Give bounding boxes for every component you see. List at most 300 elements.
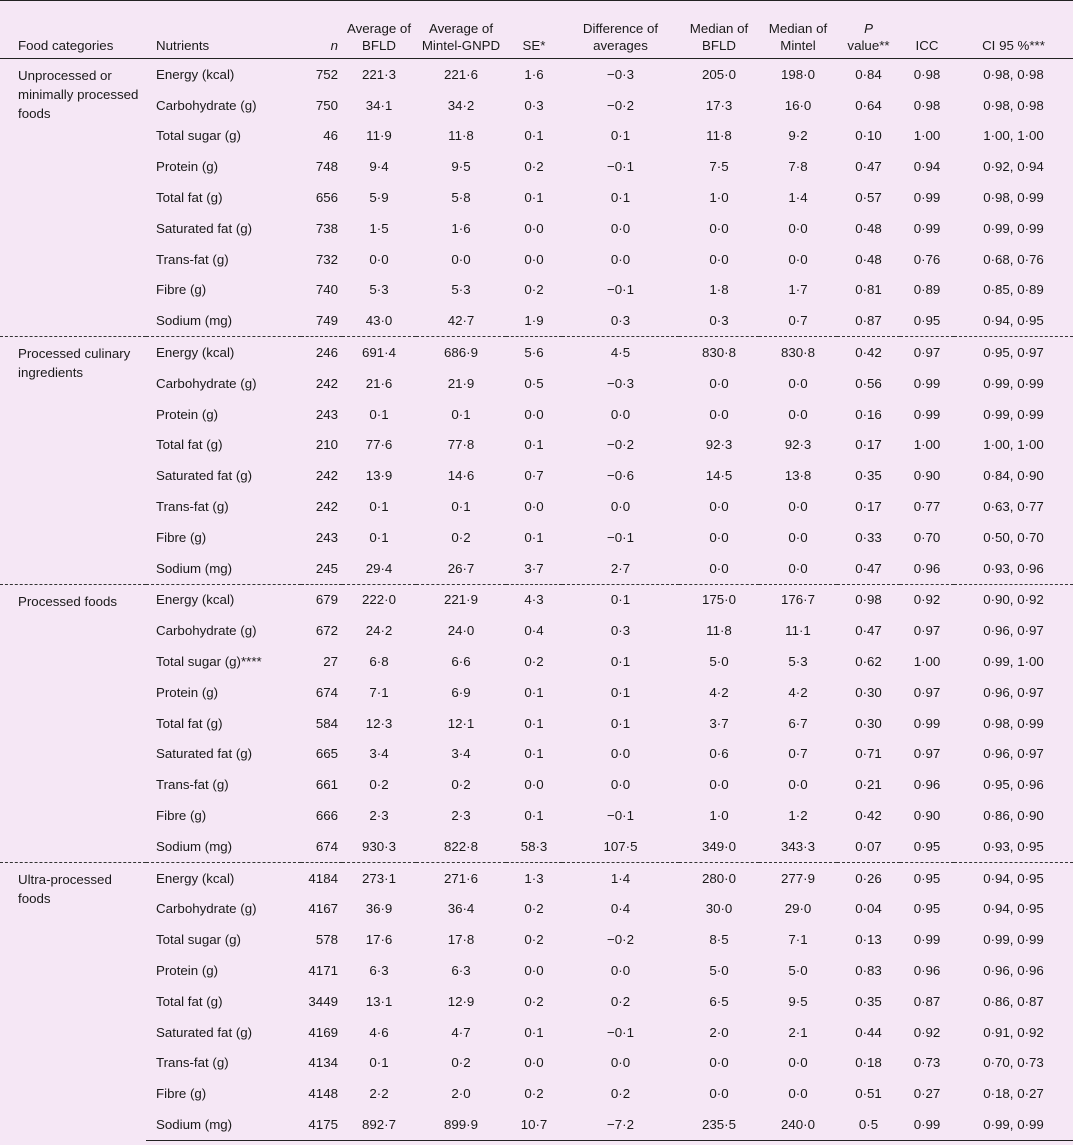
cell-p-value: 0·04: [855, 901, 882, 917]
cell-average-bfld: 3·4: [369, 746, 389, 762]
cell-nutrient: Saturated fat (g): [156, 220, 253, 236]
cell-median-mintel: 5·3: [788, 654, 808, 670]
cell-nutrient: Sodium (mg): [156, 560, 233, 576]
header-median-bfld: Median of BFLD: [679, 1, 759, 59]
cell-average-mintel: 6·3: [451, 963, 471, 978]
table-row: [0, 831, 1073, 862]
cell-nutrient: Total sugar (g): [156, 128, 241, 144]
cell-nutrient: Fibre (g): [156, 529, 207, 545]
cell-median-mintel: 198·0: [759, 59, 837, 90]
cell-icc: 0·76: [913, 251, 941, 267]
cell-icc: 0·92: [900, 584, 954, 615]
cell-median-bfld: 235·5: [679, 1109, 759, 1140]
cell-nutrient: Carbohydrate (g): [156, 97, 257, 113]
cell-difference: −0·3: [562, 59, 679, 90]
cell-average-bfld: 0·0: [369, 251, 389, 267]
cell-se: 0·0: [524, 963, 544, 978]
cell-n: 738: [315, 220, 338, 236]
cell-se: 10·7: [506, 1109, 562, 1140]
cell-average-bfld: 13·9: [365, 468, 393, 484]
cell-median-bfld: 5·0: [709, 654, 729, 670]
cell-ci: 0·50, 0·70: [983, 529, 1044, 545]
cell-average-bfld: 6·8: [369, 654, 389, 670]
cell-n: 665: [315, 746, 338, 762]
cell-average-mintel: 5·8: [451, 190, 471, 206]
cell-median-bfld: 1·8: [709, 282, 729, 298]
cell-p-value: 0·64: [855, 97, 882, 113]
cell-n: 748: [315, 159, 338, 175]
cell-average-mintel: 0·2: [451, 777, 471, 793]
cell-n: 679: [301, 584, 342, 615]
cell-average-mintel: 0·2: [451, 1055, 471, 1071]
cell-n: 674: [315, 684, 338, 700]
cell-icc: 0·99: [913, 190, 941, 206]
cell-average-bfld: 12·3: [365, 715, 393, 731]
cell-median-mintel: 830·8: [759, 337, 837, 368]
cell-ci: 0·93, 0·96: [983, 560, 1044, 576]
cell-se: 0·1: [524, 684, 544, 700]
cell-p-value: 0·47: [855, 623, 882, 639]
table-header: [0, 1, 1073, 59]
cell-median-mintel: 0·7: [788, 313, 808, 329]
cell-nutrient: Sodium (mg): [156, 313, 233, 329]
cell-average-bfld: 691·4: [342, 337, 416, 368]
cell-icc: 0·97: [913, 684, 941, 700]
cell-difference: −0·1: [607, 282, 634, 298]
cell-n: 4171: [308, 963, 338, 978]
cell-se: 1·9: [524, 313, 544, 329]
cell-difference: 0·2: [610, 1086, 631, 1102]
cell-n: 4169: [308, 1024, 338, 1040]
cell-icc: 0·89: [913, 282, 941, 298]
cell-nutrient: Carbohydrate (g): [156, 375, 257, 391]
cell-ci: 0·91, 0·92: [983, 1024, 1044, 1040]
cell-p-value: 0·84: [837, 59, 900, 90]
cell-se: 0·1: [524, 128, 544, 144]
cell-icc: 0·99: [913, 715, 941, 731]
cell-ci: 0·18, 0·27: [983, 1086, 1044, 1102]
cell-n: 666: [315, 808, 338, 824]
cell-se: 0·3: [524, 97, 544, 113]
cell-se: 0·0: [524, 499, 544, 515]
cell-nutrient: Fibre (g): [156, 808, 207, 824]
cell-difference: −0·2: [607, 932, 634, 948]
table-row: [0, 305, 1073, 336]
cell-ci: 0·92, 0·94: [983, 159, 1044, 175]
cell-p-value: 0·57: [855, 190, 882, 206]
cell-icc: 1·00: [913, 654, 941, 670]
cell-average-bfld: 0·1: [369, 499, 389, 515]
cell-average-mintel: 2·3: [451, 808, 471, 824]
cell-p-value: 0·21: [855, 777, 882, 793]
cell-n: 4167: [308, 901, 338, 917]
cell-ci: 0·99, 0·99: [954, 1109, 1073, 1140]
table-row: [0, 955, 1073, 986]
cell-n: 740: [315, 282, 338, 298]
cell-p-value: 0·62: [855, 654, 882, 670]
cell-ci: 0·98, 0·98: [983, 97, 1044, 113]
cell-p-value: 0·71: [855, 746, 882, 762]
cell-se: 0·1: [524, 437, 544, 453]
cell-se: 4·3: [506, 584, 562, 615]
cell-icc: 0·97: [913, 623, 941, 639]
cell-average-mintel: 77·8: [447, 437, 475, 453]
cell-median-mintel: 0·0: [788, 220, 808, 236]
cell-p-value: 0·81: [855, 282, 882, 298]
table-row: [0, 894, 1073, 925]
cell-n: 750: [315, 97, 338, 113]
cell-average-bfld: 5·3: [369, 282, 389, 298]
cell-p-value: 0·07: [855, 838, 882, 854]
cell-median-mintel: 5·0: [788, 963, 808, 978]
cell-se: 0·0: [524, 406, 544, 422]
cell-ci: 0·70, 0·73: [983, 1055, 1044, 1071]
cell-p-value: 0·48: [855, 220, 882, 236]
cell-p-value: 0·30: [855, 715, 882, 731]
cell-average-bfld: 2·3: [369, 808, 389, 824]
cell-median-bfld: 4·2: [709, 684, 729, 700]
cell-average-mintel: 2·0: [451, 1086, 471, 1102]
cell-average-bfld: 0·1: [369, 529, 389, 545]
cell-nutrient: Protein (g): [156, 406, 219, 422]
header-p-rest: value**: [847, 38, 890, 53]
cell-p-value: 0·33: [855, 529, 882, 545]
cell-average-mintel: 6·6: [451, 654, 471, 670]
cell-icc: 0·96: [913, 963, 941, 978]
cell-nutrient: Protein (g): [156, 159, 219, 175]
cell-average-mintel: 4·7: [451, 1024, 471, 1040]
cell-icc: 1·00: [913, 437, 941, 453]
cell-icc: 0·98: [900, 59, 954, 90]
cell-nutrient: Fibre (g): [156, 282, 207, 298]
cell-p-value: 0·10: [855, 128, 882, 144]
cell-difference: 0·2: [610, 993, 631, 1009]
cell-average-bfld: 273·1: [342, 862, 416, 893]
cell-average-mintel: 34·2: [447, 97, 475, 113]
cell-p-value: 0·17: [855, 437, 882, 453]
cell-average-mintel: 0·1: [451, 499, 471, 515]
cell-n: 732: [315, 251, 338, 267]
cell-average-mintel: 24·0: [447, 623, 475, 639]
cell-median-bfld: 14·5: [705, 468, 733, 484]
cell-difference: 0·0: [610, 963, 631, 978]
cell-se: 0·1: [524, 1024, 544, 1040]
cell-median-mintel: 1·2: [788, 808, 808, 824]
cell-n: 243: [315, 529, 338, 545]
cell-p-value: 0·83: [855, 963, 882, 978]
header-icc: ICC: [900, 1, 954, 59]
cell-median-mintel: 9·2: [788, 128, 808, 144]
table-row: [0, 1109, 1073, 1140]
cell-median-mintel: 343·3: [780, 838, 815, 854]
table-row: [0, 986, 1073, 1017]
cell-average-bfld: 29·4: [365, 560, 393, 576]
cell-median-mintel: 9·5: [788, 993, 808, 1009]
header-se: SE*: [506, 1, 562, 59]
cell-ci: 0·99, 0·99: [983, 406, 1044, 422]
table-row: [0, 522, 1073, 553]
cell-nutrient: Energy (kcal): [146, 59, 301, 90]
cell-ci: 0·94, 0·95: [983, 901, 1044, 917]
header-food-categories: Food categories: [0, 1, 146, 59]
cell-median-bfld: 0·0: [709, 1086, 729, 1102]
cell-nutrient: Saturated fat (g): [156, 1024, 253, 1040]
cell-p-value: 0·87: [855, 313, 882, 329]
cell-se: 0·2: [524, 654, 544, 670]
cell-ci: 0·96, 0·96: [983, 963, 1044, 978]
table-row: [0, 677, 1073, 708]
cell-nutrient: Saturated fat (g): [156, 468, 253, 484]
header-difference: Difference of averages: [562, 1, 679, 59]
cell-nutrient: Energy (kcal): [146, 584, 301, 615]
cell-ci: 0·96, 0·97: [983, 746, 1044, 762]
cell-icc: 0·92: [913, 1024, 941, 1040]
cell-p-value: 0·42: [855, 808, 882, 824]
cell-average-bfld: 0·1: [369, 1055, 389, 1071]
cell-ci: 1·00, 1·00: [983, 437, 1044, 453]
cell-difference: −0·2: [607, 97, 634, 113]
table-row: [0, 646, 1073, 677]
cell-average-bfld: 222·0: [342, 584, 416, 615]
cell-icc: 0·97: [913, 746, 941, 762]
cell-se: 0·4: [524, 623, 544, 639]
cell-median-mintel: 277·9: [759, 862, 837, 893]
cell-average-mintel: 21·9: [447, 375, 475, 391]
table-row: [0, 584, 1073, 615]
cell-icc: 0·90: [913, 808, 941, 824]
cell-nutrient: Energy (kcal): [146, 862, 301, 893]
cell-median-mintel: 1·4: [788, 190, 808, 206]
cell-p-value: 0·42: [837, 337, 900, 368]
header-p-letter: P: [864, 21, 873, 36]
cell-average-mintel: 1·6: [451, 220, 471, 236]
cell-average-bfld: 24·2: [365, 623, 393, 639]
table-row: [0, 708, 1073, 739]
cell-icc: 0·90: [913, 468, 941, 484]
cell-ci: 0·98, 0·98: [954, 59, 1073, 90]
cell-median-mintel: 240·0: [759, 1109, 837, 1140]
cell-se: 0·0: [524, 220, 544, 236]
cell-difference: 0·1: [562, 584, 679, 615]
cell-se: 0·1: [524, 190, 544, 206]
cell-median-mintel: 1·7: [788, 282, 808, 298]
cell-ci: 0·99, 0·99: [983, 220, 1044, 236]
table-row: [0, 553, 1073, 584]
cell-average-bfld: 11·9: [366, 128, 392, 144]
cell-nutrient: Total sugar (g)****: [156, 654, 262, 670]
table-row: [0, 90, 1073, 121]
cell-median-bfld: 0·0: [709, 499, 729, 515]
cell-average-mintel: 221·6: [416, 59, 506, 90]
cell-nutrient: Trans-fat (g): [156, 499, 229, 515]
cell-median-bfld: 1·0: [709, 808, 729, 824]
cell-se: 0·1: [524, 529, 544, 545]
cell-average-mintel: 12·9: [447, 993, 475, 1009]
cell-p-value: 0·47: [855, 159, 882, 175]
cell-ci: 0·86, 0·87: [983, 993, 1044, 1009]
cell-median-bfld: 349·0: [701, 838, 736, 854]
cell-average-mintel: 12·1: [447, 715, 475, 731]
cell-median-bfld: 175·0: [679, 584, 759, 615]
cell-average-bfld: 9·4: [369, 159, 389, 175]
cell-median-bfld: 7·5: [709, 159, 729, 175]
cell-median-bfld: 0·0: [709, 375, 729, 391]
cell-se: 0·2: [524, 282, 544, 298]
food-category-label: Processed culinary ingredients: [0, 337, 146, 584]
cell-ci: 0·85, 0·89: [983, 282, 1044, 298]
table-row: [0, 430, 1073, 461]
cell-median-bfld: 0·0: [709, 406, 729, 422]
cell-se: 3·7: [524, 560, 544, 576]
cell-average-bfld: 77·6: [365, 437, 393, 453]
cell-n: 242: [315, 375, 338, 391]
cell-n: 27: [323, 654, 338, 670]
cell-difference: −0·1: [607, 808, 634, 824]
cell-median-bfld: 0·3: [709, 313, 729, 329]
cell-se: 0·0: [524, 777, 544, 793]
table-row: [0, 275, 1073, 306]
cell-median-mintel: 0·0: [788, 375, 808, 391]
cell-ci: 0·93, 0·95: [983, 838, 1044, 854]
table-row: [0, 924, 1073, 955]
cell-n: 749: [315, 313, 338, 329]
cell-average-mintel: 26·7: [447, 560, 475, 576]
cell-median-bfld: 0·0: [709, 251, 729, 267]
cell-n: 656: [315, 190, 338, 206]
cell-difference: 0·0: [610, 746, 631, 762]
cell-median-bfld: 0·6: [709, 746, 729, 762]
header-average-bfld: Average of BFLD: [342, 1, 416, 59]
cell-nutrient: Total fat (g): [156, 715, 223, 731]
cell-icc: 0·70: [913, 529, 941, 545]
cell-ci: 0·98, 0·99: [983, 715, 1044, 731]
cell-difference: 1·4: [562, 862, 679, 893]
cell-median-mintel: 13·8: [784, 468, 812, 484]
cell-ci: 0·95, 0·96: [983, 777, 1044, 793]
cell-average-bfld: 34·1: [365, 97, 393, 113]
cell-average-bfld: 4·6: [369, 1024, 389, 1040]
cell-average-bfld: 0·1: [369, 406, 389, 422]
cell-median-mintel: 11·1: [785, 623, 811, 639]
cell-average-mintel: 3·4: [451, 746, 471, 762]
cell-nutrient: Sodium (mg): [156, 838, 233, 854]
table-row: [0, 1048, 1073, 1079]
cell-p-value: 0·5: [837, 1109, 900, 1140]
table-row: [0, 59, 1073, 90]
table-row: [0, 800, 1073, 831]
cell-icc: 0·95: [913, 901, 941, 917]
cell-median-mintel: 0·0: [788, 251, 808, 267]
cell-nutrient: Total fat (g): [156, 190, 223, 206]
cell-ci: 0·84, 0·90: [983, 468, 1044, 484]
header-p-value: [837, 1, 900, 59]
cell-nutrient: Protein (g): [156, 684, 219, 700]
cell-median-bfld: 11·8: [706, 623, 732, 639]
cell-median-mintel: 4·2: [788, 684, 808, 700]
cell-nutrient: Total sugar (g): [156, 932, 241, 948]
cell-difference: 0·3: [610, 623, 631, 639]
cell-ci: 1·00, 1·00: [983, 128, 1044, 144]
cell-p-value: 0·44: [855, 1024, 882, 1040]
cell-p-value: 0·47: [855, 560, 882, 576]
cell-n: 210: [315, 437, 338, 453]
cell-se: 0·1: [524, 715, 544, 731]
table-body: [0, 59, 1073, 1141]
cell-n: 584: [315, 715, 338, 731]
cell-p-value: 0·18: [855, 1055, 882, 1071]
cell-p-value: 0·48: [855, 251, 882, 267]
cell-icc: 0·73: [913, 1055, 941, 1071]
cell-median-bfld: 1·0: [709, 190, 729, 206]
cell-median-mintel: 7·8: [788, 159, 808, 175]
cell-ci: 0·94, 0·95: [954, 862, 1073, 893]
cell-median-mintel: 6·7: [788, 715, 808, 731]
cell-ci: 0·99, 0·99: [983, 375, 1044, 391]
cell-median-bfld: 92·3: [705, 437, 733, 453]
cell-ci: 0·99, 1·00: [983, 654, 1044, 670]
cell-ci: 0·95, 0·97: [954, 337, 1073, 368]
cell-median-bfld: 30·0: [705, 901, 733, 917]
cell-average-mintel: 11·8: [448, 128, 474, 144]
cell-icc: 0·99: [913, 375, 941, 391]
cell-median-bfld: 0·0: [709, 529, 729, 545]
cell-average-mintel: 17·8: [447, 932, 475, 948]
cell-nutrient: Saturated fat (g): [156, 746, 253, 762]
cell-difference: −0·1: [607, 529, 634, 545]
cell-average-bfld: 6·3: [369, 963, 389, 978]
cell-median-bfld: 17·3: [705, 97, 733, 113]
cell-median-mintel: 7·1: [788, 932, 808, 948]
cell-difference: 0·1: [610, 715, 631, 731]
table-row: [0, 615, 1073, 646]
cell-difference: 0·0: [610, 406, 631, 422]
cell-difference: 0·3: [610, 313, 631, 329]
cell-n: 242: [315, 468, 338, 484]
cell-se: 0·5: [524, 375, 544, 391]
cell-n: 242: [315, 499, 338, 515]
cell-se: 0·1: [524, 808, 544, 824]
cell-se: 0·2: [524, 932, 544, 948]
cell-difference: −0·2: [607, 437, 634, 453]
cell-difference: 0·4: [610, 901, 631, 917]
cell-difference: 0·1: [610, 190, 631, 206]
cell-n: 4175: [301, 1109, 342, 1140]
cell-difference: −0·3: [607, 375, 634, 391]
cell-nutrient: Protein (g): [156, 963, 219, 978]
cell-p-value: 0·51: [855, 1086, 882, 1102]
cell-ci: 0·63, 0·77: [983, 499, 1044, 515]
table-row: [0, 769, 1073, 800]
cell-p-value: 0·98: [837, 584, 900, 615]
cell-se: 58·3: [520, 838, 548, 854]
food-category-label: Unprocessed or minimally processed foods: [0, 59, 146, 337]
cell-average-bfld: 43·0: [365, 313, 393, 329]
cell-average-bfld: 21·6: [365, 375, 393, 391]
cell-difference: 0·0: [610, 1055, 631, 1071]
cell-median-bfld: 5·0: [709, 963, 729, 978]
cell-icc: 0·98: [913, 97, 941, 113]
header-ci: CI 95 %***: [954, 1, 1073, 59]
cell-difference: 2·7: [610, 560, 631, 576]
cell-difference: −7·2: [562, 1109, 679, 1140]
cell-average-mintel: 0·0: [451, 251, 471, 267]
cell-median-bfld: 0·0: [709, 1055, 729, 1071]
cell-icc: 0·95: [900, 862, 954, 893]
cell-average-bfld: 36·9: [365, 901, 393, 917]
cell-median-bfld: 11·8: [706, 128, 732, 144]
cell-ci: 0·96, 0·97: [983, 623, 1044, 639]
cell-ci: 0·86, 0·90: [983, 808, 1044, 824]
